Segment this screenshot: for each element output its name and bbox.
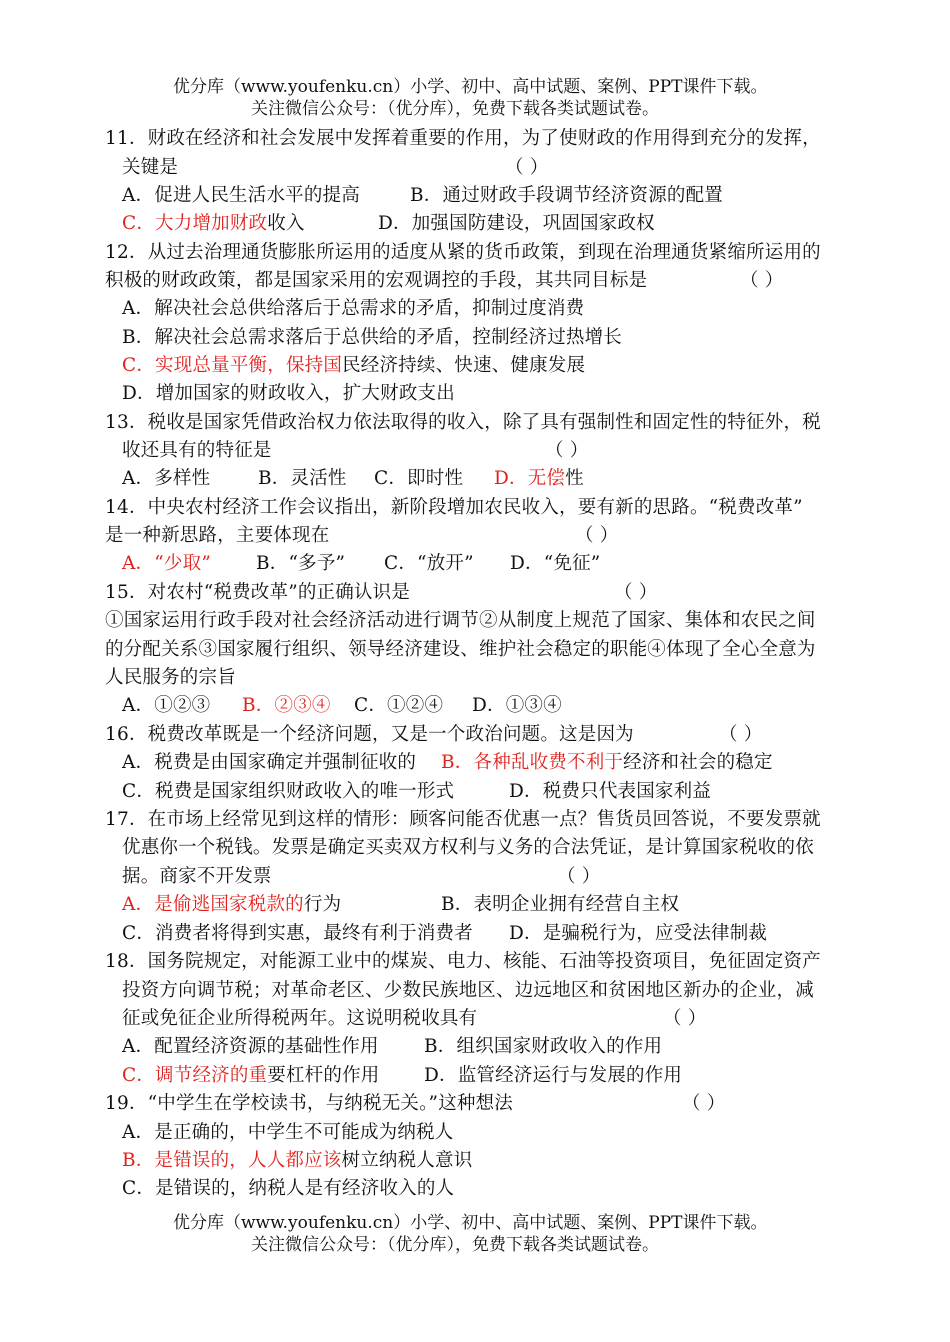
q17-option-b: B．表明企业拥有经营自主权	[441, 894, 680, 915]
q15-paren: （ ）	[614, 582, 658, 603]
q16-option-c: C．税费是国家组织财政收入的唯一形式	[122, 781, 455, 802]
q17-option-d: D．是骗税行为，应受法律制裁	[509, 923, 768, 944]
q17-stem: 17．在市场上经常见到这样的情形：顾客问能否优惠一点？售货员回答说，不要发票就	[105, 809, 821, 830]
q15-option-d: D．①③④	[472, 695, 562, 716]
q12-option-b: B．解决社会总需求落后于总供给的矛盾，控制经济过热增长	[122, 327, 622, 348]
q14-option-c: C．“放开”	[384, 553, 474, 574]
footer-line-1: 优分库（www.youfenku.cn）小学、初中、高中试题、案例、PPT课件下载。	[173, 1213, 768, 1233]
q11-stem-cont: 关键是	[122, 157, 179, 178]
q11-option-a: A．促进人民生活水平的提高	[122, 185, 360, 206]
q12-option-c: C．实现总量平衡，保持国民经济持续、快速、健康发展	[122, 355, 586, 376]
q15-statement-line-3: 人民服务的宗旨	[105, 667, 236, 688]
q11-stem: 11．财政在经济和社会发展中发挥着重要的作用，为了使财政的作用得到充分的发挥，	[105, 128, 821, 149]
q11-option-c: C．大力增加财政收入	[122, 213, 305, 234]
q18-answer: C．调节经济的重	[122, 1065, 268, 1086]
q17-paren: （ ）	[557, 866, 601, 887]
q13-paren: （ ）	[545, 440, 589, 461]
q11-answer: C．大力增加财政	[122, 213, 268, 234]
q17-option-c: C．消费者将得到实惠，最终有利于消费者	[122, 923, 473, 944]
q14-option-b: B．“多予”	[256, 553, 346, 574]
q18-stem: 18．国务院规定，对能源工业中的煤炭、电力、核能、石油等投资项目，免征固定资产	[105, 951, 821, 972]
q15-statement-line-2: 的分配关系③国家履行组织、领导经济建设、维护社会稳定的职能④体现了全心全意为	[105, 639, 816, 660]
q19-paren: （ ）	[682, 1093, 726, 1114]
q18-option-b: B．组织国家财政收入的作用	[424, 1036, 663, 1057]
footer-line-2: 关注微信公众号：（优分库），免费下载各类试题试卷。	[251, 1235, 659, 1255]
q12-option-d: D．增加国家的财政收入，扩大财政支出	[122, 383, 455, 404]
q14-stem-cont: 是一种新思路，主要体现在	[105, 525, 330, 546]
q19-answer: B．是错误的，人人都应该	[122, 1150, 342, 1171]
q12-stem: 12．从过去治理通货膨胀所运用的适度从紧的货币政策，到现在治理通货紧缩所运用的	[105, 242, 821, 263]
q14-option-d: D．“免征”	[510, 553, 601, 574]
header-line-2: 关注微信公众号：（优分库），免费下载各类试题试卷。	[251, 99, 659, 119]
q15-option-a: A．①②③	[122, 695, 211, 716]
q11-option-d: D．加强国防建设，巩固国家政权	[378, 213, 655, 234]
q17-option-a: A．是偷逃国家税款的行为	[122, 894, 342, 915]
q16-stem: 16．税费改革既是一个经济问题，又是一个政治问题。这是因为	[105, 724, 634, 745]
q16-option-d: D．税费只代表国家利益	[509, 781, 712, 802]
q18-option-c: C．调节经济的重要杠杆的作用	[122, 1065, 380, 1086]
q12-option-a: A．解决社会总供给落后于总需求的矛盾，抑制过度消费	[122, 298, 585, 319]
q16-option-b: B．各种乱收费不利于经济和社会的稳定	[441, 752, 773, 773]
q11-option-b: B．通过财政手段调节经济资源的配置	[410, 185, 723, 206]
q18-option-d: D．监管经济运行与发展的作用	[424, 1065, 683, 1086]
q13-answer: D．无偿	[494, 468, 566, 489]
q19-option-c: C．是错误的，纳税人是有经济收入的人	[122, 1178, 455, 1199]
header-line-1: 优分库（www.youfenku.cn）小学、初中、高中试题、案例、PPT课件下载。	[173, 77, 768, 97]
q14-paren: （ ）	[575, 525, 619, 546]
q11-paren: （ ）	[505, 157, 549, 178]
q18-stem-cont-1: 投资方向调节税；对革命老区、少数民族地区、边远地区和贫困地区新办的企业，减	[122, 980, 814, 1001]
q13-option-d: D．无偿性	[494, 468, 584, 489]
q14-stem: 14．中央农村经济工作会议指出，新阶段增加农民收入，要有新的思路。“税费改革”	[105, 497, 803, 518]
q17-answer: A．是偷逃国家税款的	[122, 894, 304, 915]
q17-stem-cont-1: 优惠你一个税钱。发票是确定买卖双方权利与义务的合法凭证，是计算国家税收的依	[122, 837, 814, 858]
q17-stem-cont-2: 据。商家不开发票	[122, 866, 272, 887]
q14-option-a: A．“少取”	[122, 553, 211, 574]
q13-stem-cont: 收还具有的特征是	[122, 440, 272, 461]
q13-option-b: B．灵活性	[258, 468, 347, 489]
q16-paren: （ ）	[719, 724, 763, 745]
q19-stem: 19．“中学生在学校读书，与纳税无关。”这种想法	[105, 1093, 514, 1114]
q15-option-c: C．①②④	[354, 695, 444, 716]
q18-stem-cont-2: 征或免征企业所得税两年。这说明税收具有	[122, 1008, 478, 1029]
q16-option-a: A．税费是由国家确定并强制征收的	[122, 752, 417, 773]
q15-option-b: B．②③④	[242, 695, 331, 716]
q18-paren: （ ）	[663, 1008, 707, 1029]
q13-option-a: A．多样性	[122, 468, 211, 489]
q13-stem: 13．税收是国家凭借政治权力依法取得的收入，除了具有强制性和固定性的特征外，税	[105, 412, 821, 433]
q12-stem-cont: 积极的财政政策，都是国家采用的宏观调控的手段，其共同目标是	[105, 270, 648, 291]
q19-option-a: A．是正确的，中学生不可能成为纳税人	[122, 1122, 454, 1143]
q12-paren: （ ）	[740, 270, 784, 291]
q13-option-c: C．即时性	[374, 468, 464, 489]
q15-statement-line-1: ①国家运用行政手段对社会经济活动进行调节②从制度上规范了国家、集体和农民之间	[105, 610, 816, 631]
q18-option-a: A．配置经济资源的基础性作用	[122, 1036, 379, 1057]
q16-answer: B．各种乱收费不利于	[441, 752, 624, 773]
q15-stem: 15．对农村“税费改革”的正确认识是	[105, 582, 411, 603]
q12-answer: C．实现总量平衡，保持国	[122, 355, 343, 376]
q19-option-b: B．是错误的，人人都应该树立纳税人意识	[122, 1150, 473, 1171]
